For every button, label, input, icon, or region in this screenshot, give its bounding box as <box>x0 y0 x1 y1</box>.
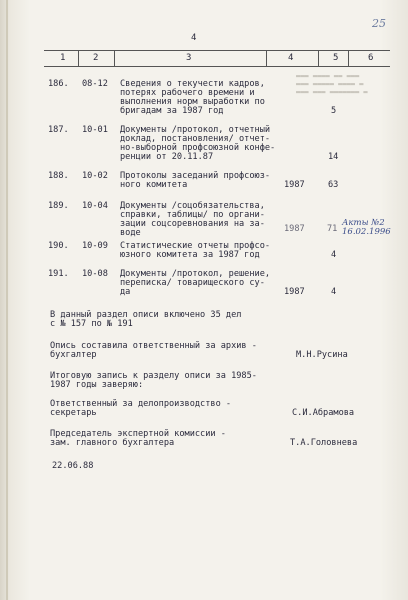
handwritten-note-line: 16.02.1996 <box>342 227 391 237</box>
col-header-3: 3 <box>186 53 192 63</box>
archive-sheet-number: 25 <box>372 17 386 30</box>
col-header-5: 5 <box>333 53 339 63</box>
row-year: 1987 <box>284 224 305 234</box>
signer-title-line: Ответственный за делопроизводство - <box>50 399 232 409</box>
certification-line: Итоговую запись к разделу описи за 1985- <box>50 371 257 381</box>
row-title-line: ного комитета <box>120 180 188 190</box>
row-title-line: Документы /соцобязательства, <box>120 201 265 211</box>
table-header-rule <box>44 66 390 67</box>
row-title-line: Протоколы заседаний профсоюз- <box>120 171 271 181</box>
row-title-line: да <box>120 287 131 297</box>
row-index: 10-09 <box>82 241 108 251</box>
row-title-line: переписка/ товарищеского су- <box>120 278 265 288</box>
certification-line: 1987 годы заверяю: <box>50 380 144 390</box>
row-title-line: Документы /протокол, отчетный <box>120 125 271 135</box>
row-number: 191. <box>48 269 69 279</box>
row-year: 1987 <box>284 180 305 190</box>
signer-title-line: секретарь <box>50 408 97 418</box>
row-title-line: воде <box>120 228 141 238</box>
row-title-line: Сведения о текучести кадров, <box>120 79 265 89</box>
table-top-rule <box>44 50 390 51</box>
col-header-6: 6 <box>368 53 374 63</box>
row-title-line: юзного комитета за 1987 год <box>120 250 260 260</box>
col-header-4: 4 <box>288 53 294 63</box>
row-number: 190. <box>48 241 69 251</box>
row-sheets: 4 <box>331 287 337 297</box>
col-divider <box>318 50 319 66</box>
handwritten-note-line: Акты №2 <box>342 218 385 228</box>
row-title-line: потерях рабочего времени и <box>120 88 255 98</box>
col-divider <box>348 50 349 66</box>
col-divider <box>78 50 79 66</box>
row-index: 10-04 <box>82 201 108 211</box>
row-index: 08-12 <box>82 79 108 89</box>
bleed-through: ▬▬▬ ▬▬▬▬ ▬▬ ▬▬▬ ▬▬▬ ▬▬▬▬▬ ▬▬▬▬ ▬ ▬▬▬ ▬▬▬ ▬▬▬▬▬▬▬ ▬ <box>296 72 368 96</box>
row-index: 10-08 <box>82 269 108 279</box>
page-edge <box>6 0 8 600</box>
row-title-line: зации соцсоревнования на за- <box>120 219 265 229</box>
summary-line: с № 157 по № 191 <box>50 319 133 329</box>
col-divider <box>114 50 115 66</box>
col-divider <box>266 50 267 66</box>
row-title-line: бригадам за 1987 год <box>120 106 224 116</box>
row-title-line: доклад, постановления/ отчет- <box>120 134 271 144</box>
page-number: 4 <box>191 33 197 43</box>
row-title-line: но-выборной профсоюзной конфе- <box>120 143 276 153</box>
row-title-line: выполнения норм выработки по <box>120 97 265 107</box>
compiler-title-line: бухгалтер <box>50 350 97 360</box>
row-index: 10-02 <box>82 171 108 181</box>
compiler-title-line: Опись составила ответственный за архив - <box>50 341 257 351</box>
row-year: 1987 <box>284 287 305 297</box>
compiler-name: М.Н.Русина <box>296 350 348 360</box>
row-sheets: 71 <box>327 224 338 234</box>
document-date: 22.06.88 <box>52 461 94 471</box>
row-number: 187. <box>48 125 69 135</box>
signer-title-line: зам. главного бухгалтера <box>50 438 175 448</box>
row-title-line: ренции от 20.11.87 <box>120 152 214 162</box>
col-header-2: 2 <box>93 53 99 63</box>
signer-name: Т.А.Головнева <box>290 438 358 448</box>
col-header-1: 1 <box>60 53 66 63</box>
row-index: 10-01 <box>82 125 108 135</box>
row-title-line: справки, таблицы/ по органи- <box>120 210 265 220</box>
signer-name: С.И.Абрамова <box>292 408 355 418</box>
row-number: 188. <box>48 171 69 181</box>
row-sheets: 4 <box>331 250 337 260</box>
row-sheets: 63 <box>328 180 339 190</box>
row-number: 189. <box>48 201 69 211</box>
row-sheets: 5 <box>331 106 337 116</box>
row-title-line: Статистические отчеты профсо- <box>120 241 271 251</box>
row-number: 186. <box>48 79 69 89</box>
signer-title-line: Председатель экспертной комиссии - <box>50 429 226 439</box>
row-title-line: Документы /протокол, решение, <box>120 269 271 279</box>
summary-line: В данный раздел описи включено 35 дел <box>50 310 242 320</box>
row-sheets: 14 <box>328 152 339 162</box>
